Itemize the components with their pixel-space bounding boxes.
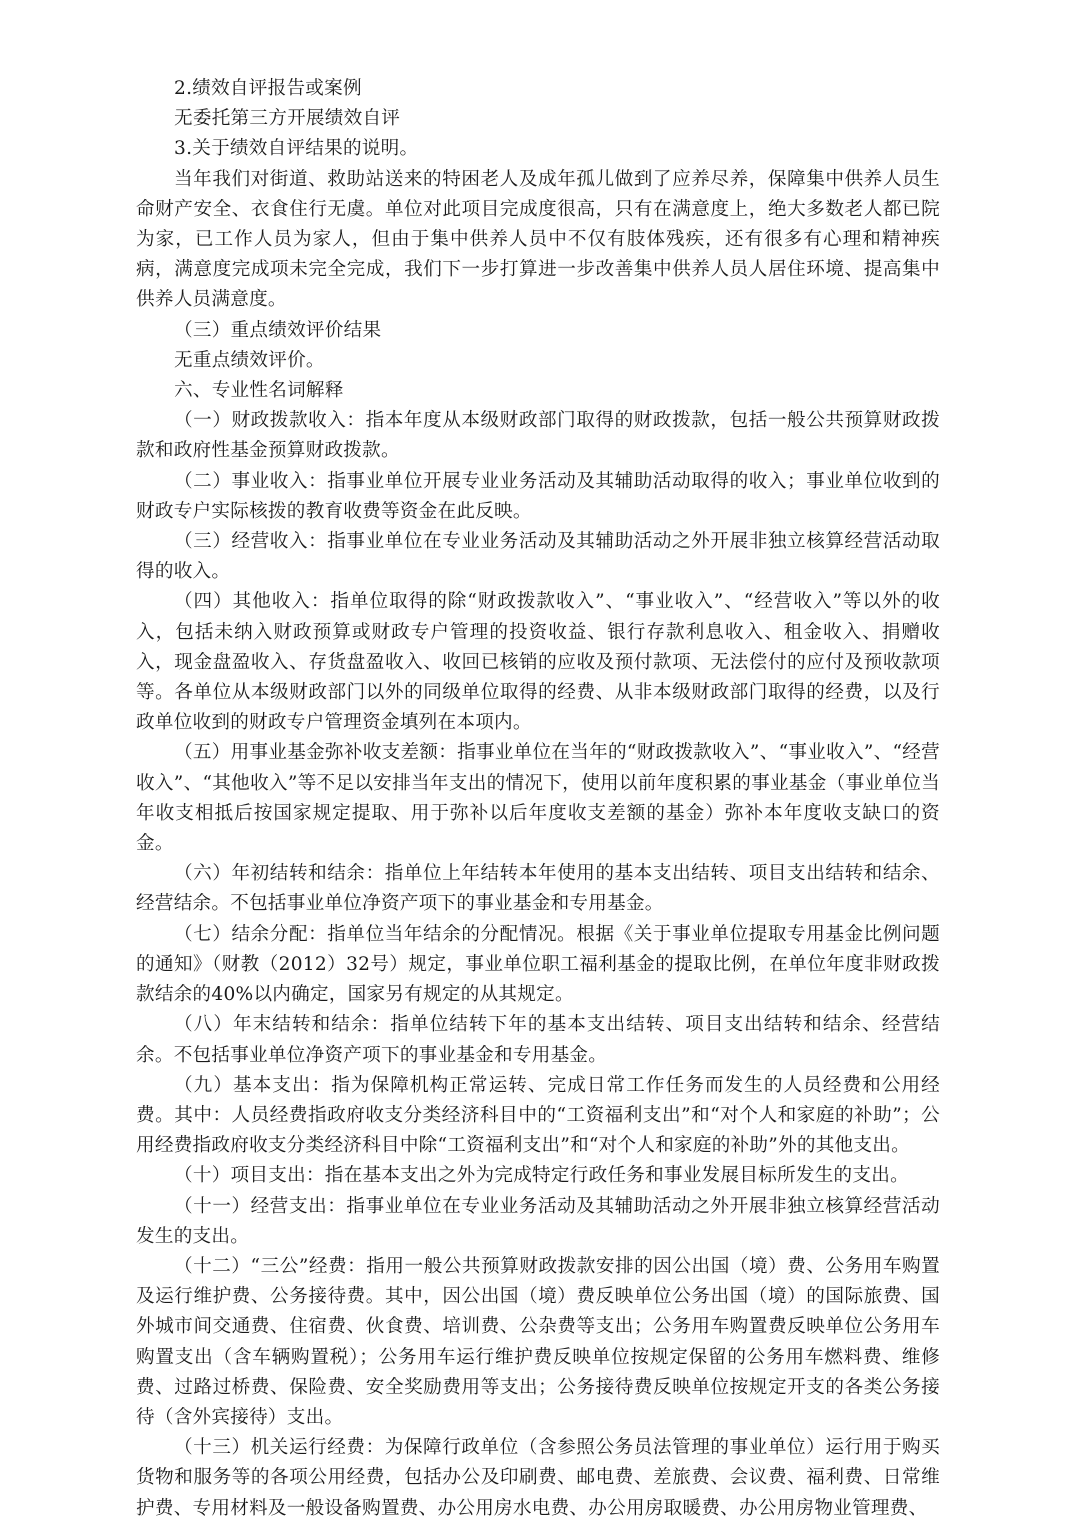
paragraph-no-key-evaluation: 无重点绩效评价。 (174, 349, 325, 371)
paragraph-no-third-party: 无委托第三方开展绩效自评 (174, 108, 401, 130)
paragraph-key-evaluation-heading: （三）重点绩效评价结果 (174, 319, 382, 341)
glossary-item-8: （八）年末结转和结余：指单位结转下年的基本支出结转、项目支出结转和结余、经营结余。不包括事业单位净资产项下的事业基金和专用基金。 (136, 1014, 940, 1066)
glossary-item-12: （十二）“三公”经费：指用一般公共预算财政拨款安排的因公出国（境）费、公务用车购置及运行维护费、公务接待费。其中，因公出国（境）费反映单位公务出国（境）的国际旅费、国外城市间交通费、住宿费、伙食费、培训费、公杂费等支出；公务用车购置费反映单位公务用车购置支出（含车辆购置税）；公务用车运行维护费反映单位按规定保留的公务用车燃料费、维修费、过路过桥费、保险费、安全奖励费用等支出；公务接待费反映单位按规定开支的各类公务接待（含外宾接待）支出。 (136, 1255, 940, 1428)
paragraph-self-evaluation-report-heading: 2.绩效自评报告或案例 (174, 78, 362, 99)
glossary-item-6: （六）年初结转和结余：指单位上年结转本年使用的基本支出结转、项目支出结转和结余、经营结余。不包括事业单位净资产项下的事业基金和专用基金。 (136, 863, 940, 915)
glossary-item-7: （七）结余分配：指单位当年结余的分配情况。根据《关于事业单位提取专用基金比例问题的通知》（财教（2012）32号）规定，事业单位职工福利基金的提取比例，在单位年度非财政拨款结余的40%以内确定，国家另有规定的从其规定。 (136, 923, 940, 1006)
paragraph-self-evaluation-result-heading: 3.关于绩效自评结果的说明。 (174, 138, 419, 160)
glossary-item-4: （四）其他收入：指单位取得的除“财政拨款收入”、“事业收入”、“经营收入”等以外的收入，包括未纳入财政预算或财政专户管理的投资收益、银行存款利息收入、租金收入、捐赠收入，现金盘盈收入、存货盘盈收入、收回已核销的应收及预付款项、无法偿付的应付及预收款项等。各单位从本级财政部门以外的同级单位取得的经费、从非本级财政部门取得的经费，以及行政单位收到的财政专户管理资金填列在本项内。 (136, 591, 940, 734)
glossary-item-13: （十三）机关运行经费：为保障行政单位（含参照公务员法管理的事业单位）运行用于购买货物和服务等的各项公用经费，包括办公及印刷费、邮电费、差旅费、会议费、福利费、日常维护费、专用材料及一般设备购置费、办公用房水电费、办公用房取暖费、办公用房物业管理费、 (136, 1437, 940, 1519)
document-page (136, 74, 940, 1524)
glossary-item-3: （三）经营收入：指事业单位在专业业务活动及其辅助活动之外开展非独立核算经营活动取得的收入。 (136, 531, 940, 583)
paragraph-self-evaluation-explanation: 当年我们对街道、救助站送来的特困老人及成年孤儿做到了应养尽养，保障集中供养人员生命财产安全、衣食住行无虞。单位对此项目完成度很高，只有在满意度上，绝大多数老人都已院为家，已工作人员为家人，但由于集中供养人员中不仅有肢体残疾，还有很多有心理和精神疾病，满意度完成项未完全完成，我们下一步打算进一步改善集中供养人员人居住环境、提高集中供养人员满意度。 (136, 168, 940, 311)
glossary-item-1: （一）财政拨款收入：指本年度从本级财政部门取得的财政拨款，包括一般公共预算财政拨款和政府性基金预算财政拨款。 (136, 410, 940, 462)
glossary-item-11: （十一）经营支出：指事业单位在专业业务活动及其辅助活动之外开展非独立核算经营活动发生的支出。 (136, 1195, 940, 1247)
section-heading-glossary: 六、专业性名词解释 (174, 380, 344, 402)
glossary-item-9: （九）基本支出：指为保障机构正常运转、完成日常工作任务而发生的人员经费和公用经费。其中：人员经费指政府收支分类经济科目中的“工资福利支出”和“对个人和家庭的补助”；公用经费指政府收支分类经济科目中除“工资福利支出”和“对个人和家庭的补助”外的其他支出。 (136, 1074, 940, 1157)
glossary-item-5: （五）用事业基金弥补收支差额：指事业单位在当年的“财政拨款收入”、“事业收入”、“经营收入”、“其他收入”等不足以安排当年支出的情况下，使用以前年度积累的事业基金（事业单位当年收支相抵后按国家规定提取、用于弥补以后年度收支差额的基金）弥补本年度收支缺口的资金。 (136, 742, 940, 855)
glossary-item-2: （二）事业收入：指事业单位开展专业业务活动及其辅助活动取得的收入；事业单位收到的财政专户实际核拨的教育收费等资金在此反映。 (136, 470, 940, 522)
glossary-item-10: （十）项目支出：指在基本支出之外为完成特定行政任务和事业发展目标所发生的支出。 (174, 1165, 909, 1187)
